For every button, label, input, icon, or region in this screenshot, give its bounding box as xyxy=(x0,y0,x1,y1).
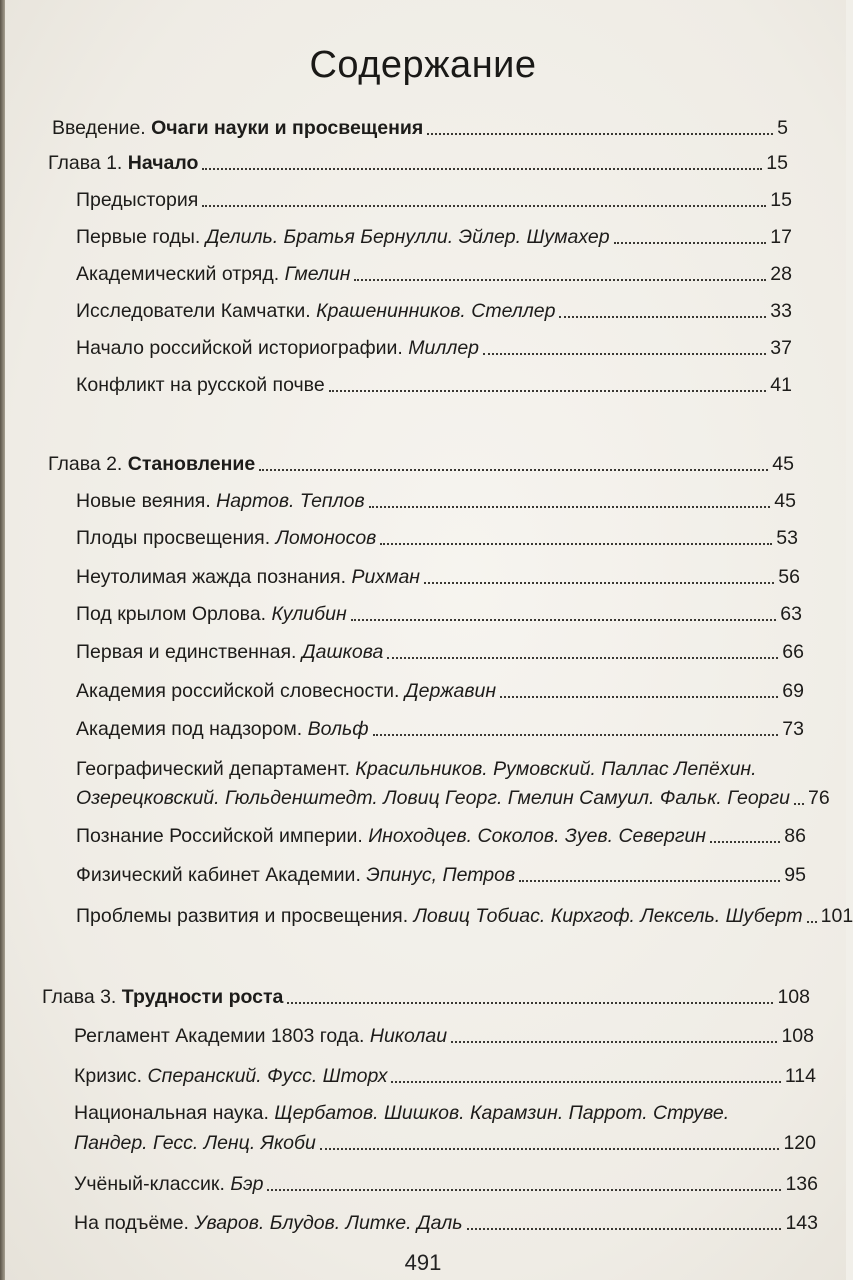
entry-text: Предыстория xyxy=(76,189,199,211)
toc-entry[interactable] xyxy=(76,295,792,323)
dot-leader xyxy=(259,469,768,471)
toc-entry[interactable] xyxy=(76,258,792,286)
toc-entry[interactable] xyxy=(76,522,798,550)
page-ref: 108 xyxy=(777,986,810,1008)
entry-names: Красильников. Румовский. Паллас Лепёхин. xyxy=(355,758,757,780)
page-ref: 120 xyxy=(783,1132,816,1154)
entry-text: Регламент Академии 1803 года. xyxy=(74,1025,365,1047)
page-number: 491 xyxy=(404,1250,442,1275)
page-ref: 56 xyxy=(778,566,800,588)
dot-leader xyxy=(380,543,772,545)
page-ref: 73 xyxy=(782,718,804,740)
toc-entry[interactable] xyxy=(76,820,806,848)
toc-entry[interactable] xyxy=(76,369,792,397)
entry-names: Крашенинников. Стеллер xyxy=(316,300,556,322)
entry-names: Кулибин xyxy=(271,603,347,625)
entry-text: Познание Российской империи. xyxy=(76,825,363,847)
entry-text: Академия под надзором. xyxy=(76,718,303,740)
entry-text: Академия российской словесности. xyxy=(76,680,400,702)
toc-entry[interactable] xyxy=(76,485,796,513)
dot-leader xyxy=(391,1081,780,1083)
toc-entry-geo-line2[interactable] xyxy=(76,782,830,810)
toc-entry[interactable] xyxy=(76,859,806,887)
entry-text: Плоды просвещения. xyxy=(76,527,271,549)
entry-text: Первые годы. xyxy=(76,226,201,248)
entry-text: Начало российской историографии. xyxy=(76,337,403,359)
chapter-label: Глава 2. xyxy=(48,453,123,475)
dot-leader xyxy=(202,168,762,170)
page-ref: 15 xyxy=(766,152,788,174)
intro-label: Введение. xyxy=(52,117,146,139)
dot-leader xyxy=(329,390,767,392)
entry-names: Рихман xyxy=(351,566,421,588)
page-title: Содержание xyxy=(309,44,537,86)
chapter-title: Трудности роста xyxy=(121,986,284,1008)
toc-entry[interactable] xyxy=(76,184,792,212)
entry-text: Первая и единственная. xyxy=(76,641,297,663)
page-ref: 69 xyxy=(782,680,804,702)
entry-text: Географический департамент. xyxy=(76,758,350,780)
entry-names: Николаи xyxy=(369,1025,448,1047)
toc-entry[interactable] xyxy=(76,636,804,664)
dot-leader xyxy=(369,506,771,508)
toc-entry[interactable] xyxy=(76,561,800,589)
dot-leader xyxy=(351,619,777,621)
dot-leader xyxy=(483,353,766,355)
page-ref: 45 xyxy=(772,453,794,475)
entry-text: Учёный-классик. xyxy=(74,1173,225,1195)
entry-text: Академический отряд. xyxy=(76,263,280,285)
dot-leader xyxy=(387,657,778,659)
page-ref: 86 xyxy=(784,825,806,847)
page-ref: 76 xyxy=(808,787,830,809)
page-ref: 33 xyxy=(770,300,792,322)
dot-leader xyxy=(373,734,779,736)
dot-leader xyxy=(500,696,778,698)
dot-leader xyxy=(267,1189,781,1191)
entry-names: Дашкова xyxy=(301,641,384,663)
page-ref: 114 xyxy=(784,1065,816,1087)
entry-names: Нартов. Теплов xyxy=(216,490,365,512)
entry-names: Сперанский. Фусс. Шторх xyxy=(147,1065,388,1087)
dot-leader xyxy=(424,582,774,584)
dot-leader xyxy=(559,316,766,318)
entry-text: Исследователи Камчатки. xyxy=(76,300,311,322)
entry-text: Проблемы развития и просвещения. xyxy=(76,905,409,927)
page-ref: 28 xyxy=(770,263,792,285)
chapter-label: Глава 1. xyxy=(48,152,123,174)
intro-title: Очаги науки и просвещения xyxy=(151,117,424,139)
entry-names: Щербатов. Шишков. Карамзин. Паррот. Струве. xyxy=(274,1102,730,1124)
entry-text: Национальная наука. xyxy=(74,1102,269,1124)
dot-leader xyxy=(519,880,780,882)
toc-entry-national-line1[interactable] xyxy=(74,1101,729,1125)
toc-intro[interactable] xyxy=(52,112,788,140)
toc-entry-national-line2[interactable] xyxy=(74,1127,816,1155)
dot-leader xyxy=(451,1041,777,1043)
toc-chapter-2[interactable] xyxy=(48,448,794,476)
toc-entry[interactable] xyxy=(74,1060,816,1088)
page-ref: 136 xyxy=(785,1173,818,1195)
entry-names: Ломоносов xyxy=(275,527,377,549)
entry-names: Уваров. Блудов. Литке. Даль xyxy=(194,1212,463,1234)
entry-text: Конфликт на русской почве xyxy=(76,374,325,396)
entry-names: Пандер. Гесс. Ленц. Якоби xyxy=(74,1132,316,1154)
dot-leader xyxy=(354,279,766,281)
dot-leader xyxy=(427,133,773,135)
entry-names: Озерецковский. Гюльденштедт. Ловиц Георг. Гмелин Самуил. Фальк. Георги xyxy=(76,787,790,809)
entry-names: Делиль. Братья Бернулли. Эйлер. Шумахер xyxy=(205,226,610,248)
toc-entry[interactable] xyxy=(76,332,792,360)
dot-leader xyxy=(467,1228,782,1230)
page-ref: 108 xyxy=(781,1025,814,1047)
entry-names: Ловиц Тобиас. Кирхгоф. Лексель. Шуберт xyxy=(413,905,803,927)
toc-entry[interactable] xyxy=(74,1020,814,1048)
page-ref: 45 xyxy=(774,490,796,512)
page-ref: 41 xyxy=(770,374,792,396)
page-ref: 5 xyxy=(777,117,788,139)
toc-entry[interactable] xyxy=(76,713,804,741)
chapter-label: Глава 3. xyxy=(42,986,117,1008)
entry-text: Физический кабинет Академии. xyxy=(76,864,361,886)
toc-entry[interactable] xyxy=(74,1207,818,1235)
chapter-title: Становление xyxy=(127,453,256,475)
dot-leader xyxy=(614,242,767,244)
dot-leader xyxy=(794,803,804,805)
page-ref: 143 xyxy=(785,1212,818,1234)
toc-entry[interactable] xyxy=(76,221,792,249)
entry-names: Гмелин xyxy=(284,263,351,285)
toc-entry-geo-line1[interactable] xyxy=(76,757,757,781)
entry-text: Под крылом Орлова. xyxy=(76,603,267,625)
book-spine xyxy=(0,0,5,1280)
entry-names: Бэр xyxy=(230,1173,264,1195)
chapter-title: Начало xyxy=(127,152,199,174)
page-ref: 95 xyxy=(784,864,806,886)
entry-names: Эпинус, Петров xyxy=(366,864,516,886)
entry-names: Миллер xyxy=(408,337,480,359)
entry-text: Новые веяния. xyxy=(76,490,211,512)
page-ref: 53 xyxy=(776,527,798,549)
page-ref: 101 xyxy=(820,905,853,927)
toc-chapter-1[interactable] xyxy=(48,147,788,175)
page-ref: 37 xyxy=(770,337,792,359)
page-ref: 63 xyxy=(780,603,802,625)
dot-leader xyxy=(287,1002,773,1004)
page-ref: 66 xyxy=(782,641,804,663)
toc-entry[interactable] xyxy=(76,900,853,928)
page-ref: 15 xyxy=(770,189,792,211)
toc-entry[interactable] xyxy=(76,675,804,703)
entry-names: Вольф xyxy=(307,718,369,740)
toc-chapter-3[interactable] xyxy=(42,981,810,1009)
entry-text: Кризис. xyxy=(74,1065,143,1087)
dot-leader xyxy=(320,1148,780,1150)
toc-entry[interactable] xyxy=(76,598,802,626)
entry-names: Державин xyxy=(404,680,497,702)
page-ref: 17 xyxy=(770,226,792,248)
entry-names: Иноходцев. Соколов. Зуев. Севергин xyxy=(368,825,707,847)
entry-text: На подъёме. xyxy=(74,1212,189,1234)
dot-leader xyxy=(710,841,780,843)
dot-leader xyxy=(202,205,766,207)
dot-leader xyxy=(807,921,817,923)
toc-entry[interactable] xyxy=(74,1168,818,1196)
entry-text: Неутолимая жажда познания. xyxy=(76,566,347,588)
